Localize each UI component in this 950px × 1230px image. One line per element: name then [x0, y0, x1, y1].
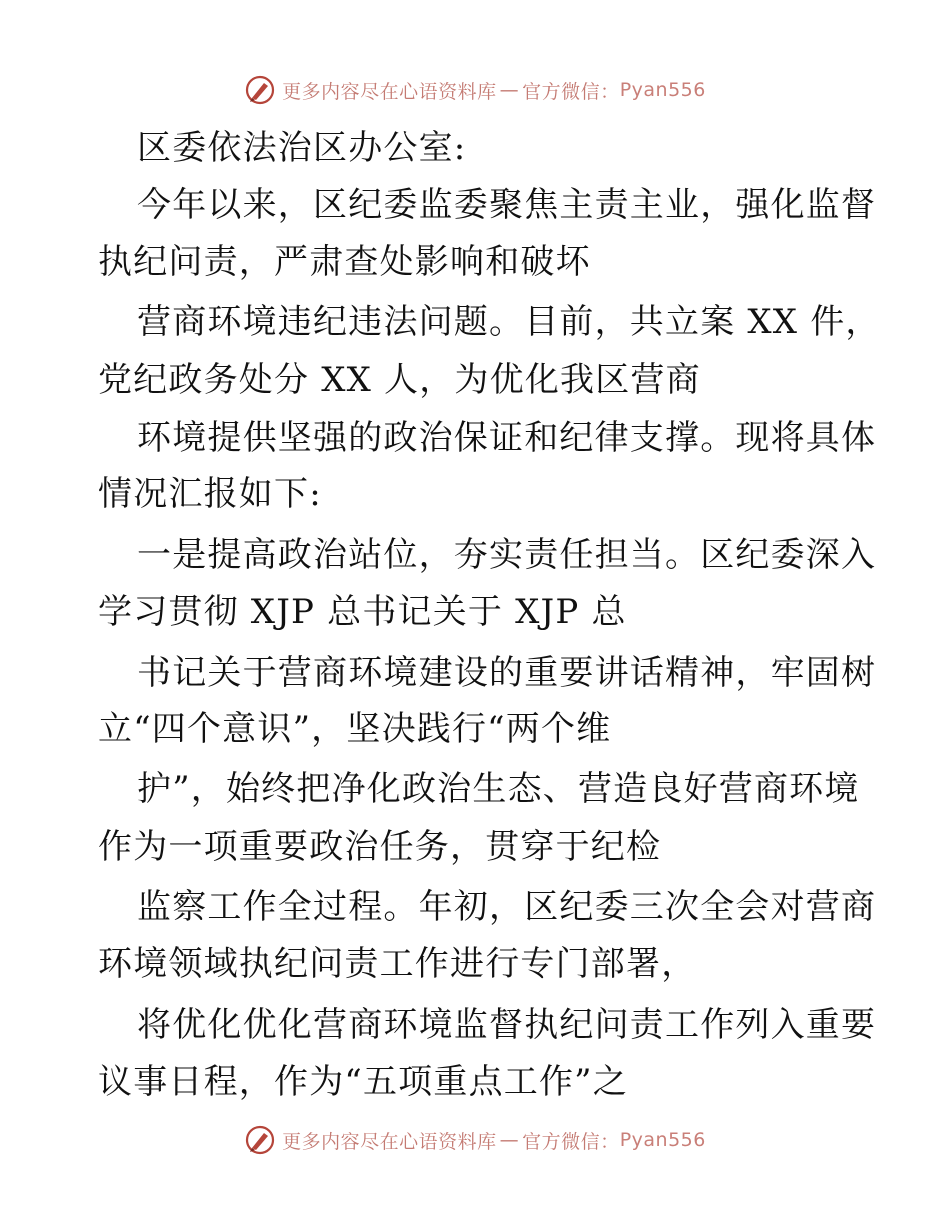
doc-line: 监察工作全过程。年初，区纪委三次全会对营商: [137, 887, 877, 927]
doc-line: 作为一项重要政治任务，贯穿于纪检: [98, 827, 662, 867]
doc-line: 护”，始终把净化政治生态、营造良好营商环境: [137, 769, 860, 809]
footer-watermark: [0, 1120, 950, 1160]
watermark-wechat-id: Pyan556: [619, 1129, 706, 1151]
doc-line: 情况汇报如下:: [98, 474, 322, 514]
doc-line: 环境提供坚强的政治保证和纪律支撑。现将具体: [137, 418, 877, 458]
doc-line: 环境领域执纪问责工作进行专门部署，: [98, 944, 697, 984]
doc-line: 一是提高政治站位，夯实责任担当。区纪委深入: [137, 535, 877, 575]
watermark-official-label: 官方微信：: [522, 80, 620, 103]
pen-circle-logo-icon: [244, 74, 276, 106]
watermark-text: 更多内容尽在心语资料库: [282, 1130, 497, 1153]
header-watermark: [0, 70, 950, 110]
doc-line: 执纪问责，严肃查处影响和破坏: [98, 242, 591, 282]
watermark-separator: —: [499, 1129, 520, 1151]
watermark-wechat-id: Pyan556: [619, 79, 706, 101]
watermark-separator: —: [499, 79, 520, 101]
pen-circle-logo-icon: [244, 1124, 276, 1156]
doc-line: 学习贯彻 XJP 总书记关于 XJP 总: [98, 592, 627, 632]
doc-line: 将优化优化营商环境监督执纪问责工作列入重要: [137, 1005, 877, 1045]
doc-line: 区委依法治区办公室:: [137, 128, 467, 168]
doc-line: 议事日程，作为“五项重点工作”之: [98, 1062, 628, 1102]
doc-line: 书记关于营商环境建设的重要讲话精神，牢固树: [137, 653, 877, 693]
watermark-official-label: 官方微信：: [522, 1130, 620, 1153]
doc-line: 党纪政务处分 XX 人，为优化我区营商: [98, 360, 701, 400]
watermark-text: 更多内容尽在心语资料库: [282, 80, 497, 103]
doc-line: 立“四个意识”，坚决践行“两个维: [98, 709, 612, 749]
doc-line: 今年以来，区纪委监委聚焦主责主业，强化监督: [137, 185, 877, 225]
doc-line: 营商环境违纪违法问题。目前，共立案 XX 件，: [137, 302, 881, 342]
